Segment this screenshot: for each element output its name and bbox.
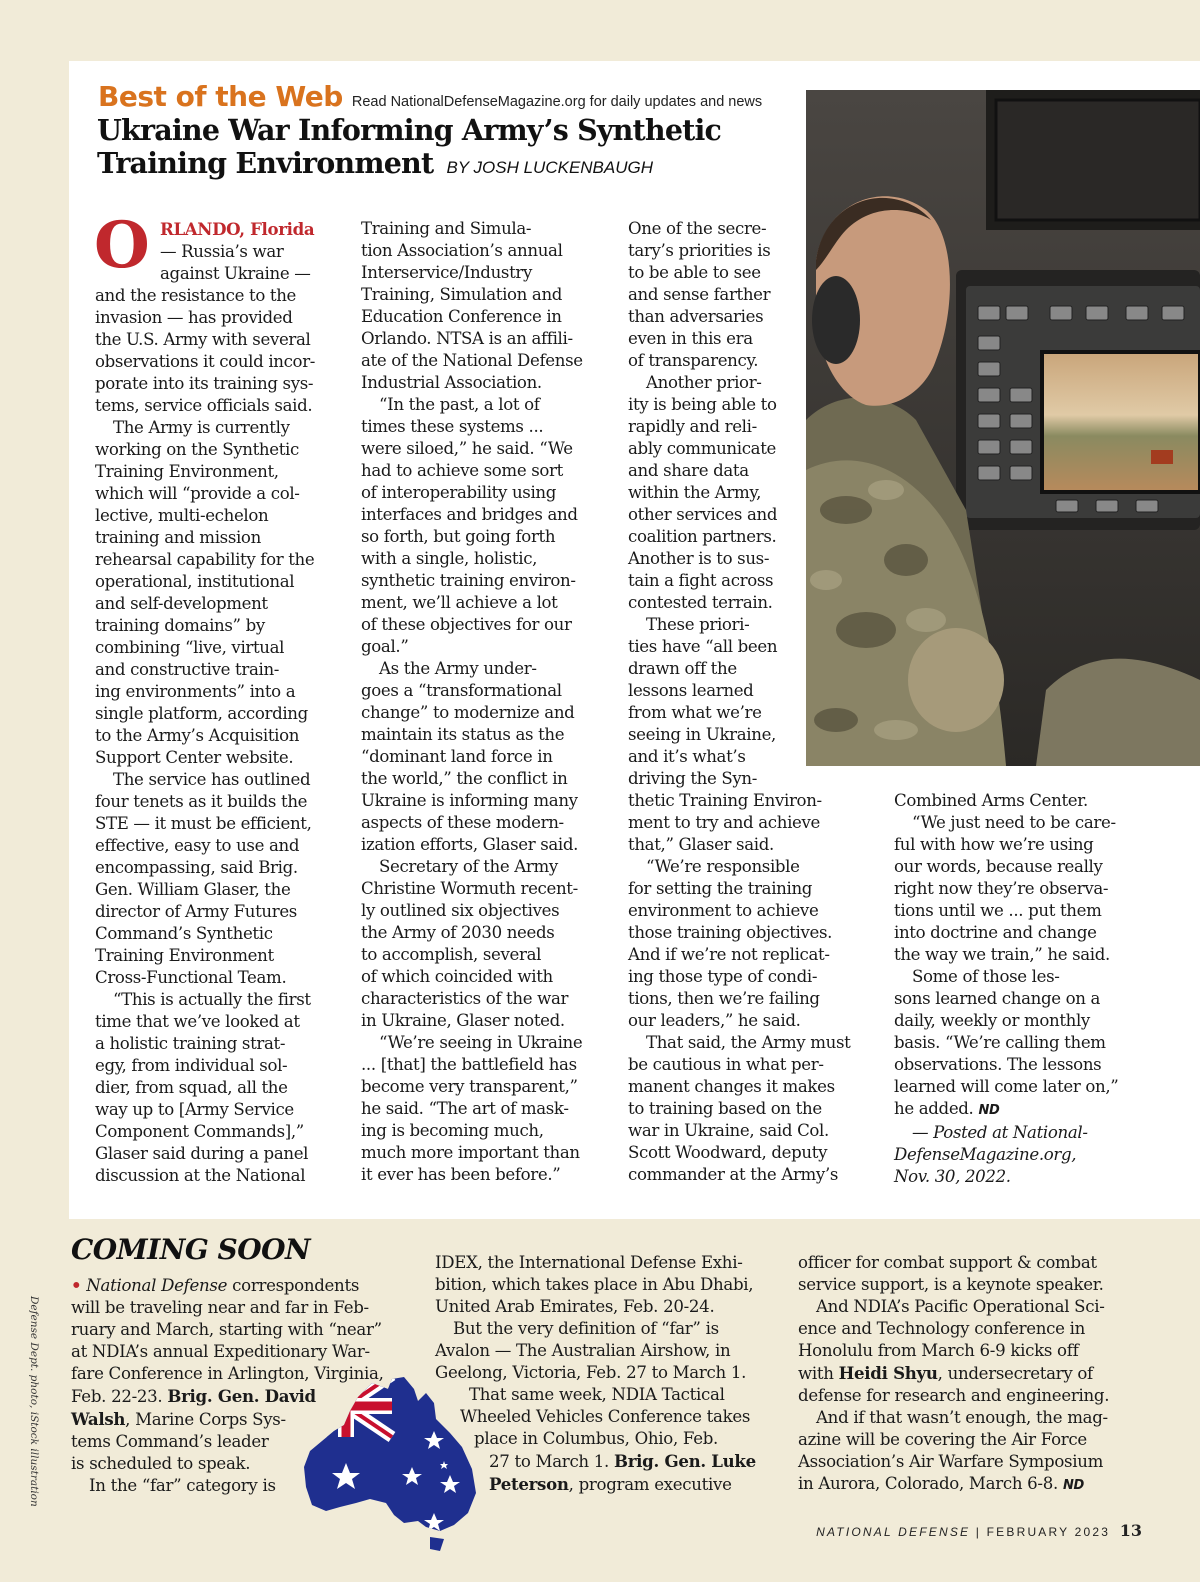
text-line: tems Command’s leader <box>71 1432 269 1451</box>
dateline: RLANDO, Florida <box>160 219 315 239</box>
text-line: commander at the Army’s <box>628 1165 839 1184</box>
text-line: the U.S. Army with several <box>95 330 311 349</box>
text-line: with Heidi Shyu, undersecretary of <box>798 1363 1093 1383</box>
text-line: ful with how we’re using <box>894 835 1094 854</box>
text-line: working on the Synthetic <box>95 440 299 459</box>
text-line: and constructive train- <box>95 660 280 679</box>
text-line: so forth, but going forth <box>361 527 556 546</box>
text-line: 27 to March 1. Brig. Gen. Luke <box>489 1451 756 1471</box>
text-line: four tenets as it builds the <box>95 792 308 811</box>
text-line: the world,” the conflict in <box>361 769 568 788</box>
text-line: to accomplish, several <box>361 945 542 964</box>
text-line: coalition partners. <box>628 527 777 546</box>
text-line: within the Army, <box>628 483 762 502</box>
text-line: Some of those les- <box>912 967 1060 986</box>
text-line: United Arab Emirates, Feb. 20-24. <box>435 1297 715 1316</box>
text-line: Support Center website. <box>95 748 294 767</box>
text-line: tion Association’s annual <box>361 241 563 260</box>
text-line: environment to achieve <box>628 901 819 920</box>
text-line: STE — it must be efficient, <box>95 814 312 833</box>
text-line: manent changes it makes <box>628 1077 835 1096</box>
text-line: encompassing, said Brig. <box>95 858 298 877</box>
text-line: times these systems ... <box>361 417 544 436</box>
text-line: Walsh, Marine Corps Sys- <box>71 1409 286 1429</box>
text-line: observations. The lessons <box>894 1055 1102 1074</box>
section-kicker <box>98 80 762 113</box>
text-line: place in Columbus, Ohio, Feb. <box>474 1429 719 1448</box>
text-line: in Ukraine, Glaser noted. <box>361 1011 565 1030</box>
text-line: ing those type of condi- <box>628 967 818 986</box>
page-number: 13 <box>1119 1521 1142 1540</box>
end-mark: ND <box>978 1103 1000 1118</box>
text-line: to the Army’s Acquisition <box>95 726 300 745</box>
text-line: Cross-Functional Team. <box>95 968 287 987</box>
page-footer: NATIONAL DEFENSE | FEBRUARY 2023 13 <box>816 1521 1142 1540</box>
text-line: training domains” by <box>95 616 265 635</box>
byline: BY JOSH LUCKENBAUGH <box>446 158 654 177</box>
text-line: maintain its status as the <box>361 725 565 744</box>
text-line: characteristics of the war <box>361 989 569 1008</box>
text-line: our leaders,” he said. <box>628 1011 801 1030</box>
text-line: combining “live, virtual <box>95 638 285 657</box>
text-line: lessons learned <box>628 681 754 700</box>
section-tagline: Read NationalDefenseMagazine.org for daily updates and news <box>351 94 763 110</box>
text-line: rehearsal capability for the <box>95 550 315 569</box>
text-line: time that we’ve looked at <box>95 1012 300 1031</box>
issue-date: FEBRUARY 2023 <box>986 1525 1111 1539</box>
text-line: of which coincided with <box>361 967 553 986</box>
text-line: than adversaries <box>628 307 764 326</box>
text-line: into doctrine and change <box>894 923 1097 942</box>
text-line: lective, multi-echelon <box>95 506 269 525</box>
text-line: way up to [Army Service <box>95 1100 294 1119</box>
text-line: will be traveling near and far in Feb- <box>71 1298 369 1317</box>
text-line: “We’re seeing in Ukraine <box>379 1033 583 1052</box>
text-line: right now they’re observa- <box>894 879 1109 898</box>
text-line: Component Commands],” <box>95 1122 304 1141</box>
text-line: operational, institutional <box>95 572 295 591</box>
text-line: Command’s Synthetic <box>95 924 273 943</box>
text-line: rapidly and reli- <box>628 417 757 436</box>
text-line: in Aurora, Colorado, March 6-8. ND <box>798 1474 1085 1493</box>
text-line: These priori- <box>646 615 750 634</box>
text-line: Another prior- <box>646 373 762 392</box>
text-line: Gen. William Glaser, the <box>95 880 291 899</box>
text-line: defense for research and engineering. <box>798 1386 1110 1405</box>
text-line: Peterson, program executive <box>489 1474 732 1494</box>
text-line: Scott Woodward, deputy <box>628 1143 828 1162</box>
text-line: at NDIA’s annual Expeditionary War- <box>71 1342 370 1361</box>
text-line: sons learned change on a <box>894 989 1101 1008</box>
text-line: azine will be covering the Air Force <box>798 1430 1087 1449</box>
text-line: service support, is a keynote speaker. <box>798 1275 1104 1294</box>
text-line: ly outlined six objectives <box>361 901 560 920</box>
text-line: Glaser said during a panel <box>95 1144 309 1163</box>
text-line: And NDIA’s Pacific Operational Sci- <box>816 1297 1105 1316</box>
text-line: “dominant land force in <box>361 747 553 766</box>
text-line: driving the Syn- <box>628 769 758 788</box>
text-line: ence and Technology conference in <box>798 1319 1086 1338</box>
text-line: the way we train,” he said. <box>894 945 1110 964</box>
text-line: our words, because really <box>894 857 1103 876</box>
text-line: against Ukraine — <box>160 264 311 283</box>
text-line: Interservice/Industry <box>361 263 533 282</box>
publication-name: National Defense <box>86 1276 228 1295</box>
text-line: he said. “The art of mask- <box>361 1099 569 1118</box>
text-line: to training based on the <box>628 1099 822 1118</box>
text-line: Avalon — The Australian Airshow, in <box>435 1341 731 1360</box>
text-line: of these objectives for our <box>361 615 572 634</box>
speaker-name: Heidi Shyu <box>838 1363 938 1383</box>
text-line: The Army is currently <box>113 418 290 437</box>
text-line: Honolulu from March 6-9 kicks off <box>798 1341 1079 1360</box>
text-line: Another is to sus- <box>628 549 770 568</box>
text-line: Association’s Air Warfare Symposium <box>798 1452 1104 1471</box>
text-line: training and mission <box>95 528 261 547</box>
headline <box>97 114 797 184</box>
text-line: egy, from individual sol- <box>95 1056 288 1075</box>
text-line: to be able to see <box>628 263 761 282</box>
photo-credit: Defense Dept. photo, iStock illustration <box>28 1296 40 1507</box>
text-line: Secretary of the Army <box>379 857 558 876</box>
text-line: ment, we’ll achieve a lot <box>361 593 558 612</box>
australia-flag-map-icon <box>300 1375 480 1553</box>
article-column-4 <box>894 790 1118 1188</box>
text-line: goes a “transformational <box>361 681 562 700</box>
text-line: and self-development <box>95 594 268 613</box>
text-line: fare Conference in Arlington, Virginia, <box>71 1364 384 1383</box>
text-line: drawn off the <box>628 659 737 678</box>
coming-soon-title: COMING SOON <box>71 1233 311 1266</box>
text-line: dier, from squad, all the <box>95 1078 288 1097</box>
text-line: war in Ukraine, said Col. <box>628 1121 829 1140</box>
text-line: goal.” <box>361 637 409 656</box>
text-line: And if that wasn’t enough, the mag- <box>816 1408 1108 1427</box>
text-line: and share data <box>628 461 749 480</box>
text-line: tems, service officials said. <box>95 396 313 415</box>
text-line: “In the past, a lot of <box>379 395 540 414</box>
headline-line-1: Ukraine War Informing Army’s Synthetic <box>97 113 722 147</box>
article-column-1 <box>95 218 315 1187</box>
text-line: change” to modernize and <box>361 703 575 722</box>
text-line: ties have “all been <box>628 637 778 656</box>
text-line: IDEX, the International Defense Exhi- <box>435 1253 743 1272</box>
text-line: which will “provide a col- <box>95 484 300 503</box>
headline-line-2: Training Environment <box>97 146 434 180</box>
article-column-2 <box>361 218 583 1186</box>
text-line: “This is actually the first <box>113 990 311 1009</box>
text-line: of transparency. <box>628 351 759 370</box>
text-line: tary’s priorities is <box>628 241 771 260</box>
posted-note: Nov. 30, 2022. <box>894 1167 1011 1186</box>
text-line: tions until we ... put them <box>894 901 1102 920</box>
text-line: of interoperability using <box>361 483 557 502</box>
text-line: Training and Simula- <box>361 219 532 238</box>
text-line: even in this era <box>628 329 753 348</box>
speaker-name: Walsh <box>71 1409 126 1429</box>
posted-note: DefenseMagazine.org, <box>894 1145 1077 1164</box>
text-line: That same week, NDIA Tactical <box>469 1385 725 1404</box>
text-line: invasion — has provided <box>95 308 293 327</box>
text-line: from what we’re <box>628 703 762 722</box>
text-line: and the resistance to the <box>95 286 297 305</box>
text-line: ment to try and achieve <box>628 813 820 832</box>
text-line: director of Army Futures <box>95 902 297 921</box>
text-line: — Russia’s war <box>160 242 284 261</box>
text-line: bition, which takes place in Abu Dhabi, <box>435 1275 754 1294</box>
text-line: discussion at the National <box>95 1166 306 1185</box>
text-line: porate into its training sys- <box>95 374 314 393</box>
text-line: synthetic training environ- <box>361 571 576 590</box>
text-line: he added. ND <box>894 1099 1000 1118</box>
coming-soon-column-3 <box>798 1252 1109 1497</box>
section-label: Best of the Web <box>98 80 343 113</box>
text-line: ing is becoming much, <box>361 1121 544 1140</box>
text-line: tain a fight across <box>628 571 774 590</box>
text-line: other services and <box>628 505 778 524</box>
posted-note: — Posted at National- <box>912 1123 1088 1142</box>
text-line: the Army of 2030 needs <box>361 923 555 942</box>
soldier-simulator-illustration <box>806 90 1200 766</box>
text-line: were siloed,” he said. “We <box>361 439 573 458</box>
text-line: contested terrain. <box>628 593 773 612</box>
text-line: • National Defense correspondents <box>71 1275 360 1295</box>
drop-cap: O <box>94 208 150 283</box>
text-line: interfaces and bridges and <box>361 505 578 524</box>
text-line: Christine Wormuth recent- <box>361 879 578 898</box>
text-line: a holistic training strat- <box>95 1034 286 1053</box>
speaker-name: Peterson <box>489 1474 569 1494</box>
text-line: As the Army under- <box>379 659 537 678</box>
text-line: Training, Simulation and <box>361 285 563 304</box>
text-line: aspects of these modern- <box>361 813 564 832</box>
text-line: Education Conference in <box>361 307 562 326</box>
text-line: for setting the training <box>628 879 813 898</box>
text-line: Ukraine is informing many <box>361 791 578 810</box>
text-line: Training Environment, <box>95 462 279 481</box>
text-line: officer for combat support & combat <box>798 1253 1097 1272</box>
text-line: those training objectives. <box>628 923 833 942</box>
text-line: Feb. 22-23. Brig. Gen. David <box>71 1386 316 1406</box>
article-photo <box>806 90 1200 766</box>
text-line: Orlando. NTSA is an affili- <box>361 329 573 348</box>
text-line: One of the secre- <box>628 219 767 238</box>
text-line: But the very definition of “far” is <box>453 1319 719 1338</box>
text-line: effective, easy to use and <box>95 836 300 855</box>
text-line: ity is being able to <box>628 395 777 414</box>
bullet: • <box>71 1275 82 1295</box>
text-line: be cautious in what per- <box>628 1055 824 1074</box>
text-line: daily, weekly or monthly <box>894 1011 1090 1030</box>
text-line: tions, then we’re failing <box>628 989 820 1008</box>
text-line: observations it could incor- <box>95 352 316 371</box>
text-line: with a single, holistic, <box>361 549 538 568</box>
text-line: ruary and March, starting with “near” <box>71 1320 382 1339</box>
text-line: “We just need to be care- <box>912 813 1116 832</box>
text-line: and sense farther <box>628 285 771 304</box>
text-line: ably communicate <box>628 439 776 458</box>
text-line: ing environments” into a <box>95 682 296 701</box>
text-line: Combined Arms Center. <box>894 791 1088 810</box>
text-line: had to achieve some sort <box>361 461 563 480</box>
text-line: become very transparent,” <box>361 1077 578 1096</box>
text-line: is scheduled to speak. <box>71 1454 251 1473</box>
text-line: learned will come later on,” <box>894 1077 1119 1096</box>
text-line: That said, the Army must <box>646 1033 851 1052</box>
text-line: that,” Glaser said. <box>628 835 774 854</box>
text-line: thetic Training Environ- <box>628 791 822 810</box>
text-line: Industrial Association. <box>361 373 542 392</box>
text-line: seeing in Ukraine, <box>628 725 776 744</box>
text-line: ate of the National Defense <box>361 351 583 370</box>
text-line: much more important than <box>361 1143 580 1162</box>
magazine-name: NATIONAL DEFENSE <box>816 1525 971 1539</box>
speaker-name: Brig. Gen. Luke <box>614 1451 756 1471</box>
text-line: The service has outlined <box>113 770 311 789</box>
text-line: single platform, according <box>95 704 308 723</box>
end-mark: ND <box>1062 1478 1085 1493</box>
text-line: “We’re responsible <box>646 857 800 876</box>
speaker-name: Brig. Gen. David <box>167 1386 316 1406</box>
coming-soon-column-2 <box>435 1252 756 1496</box>
text-line: And if we’re not replicat- <box>628 945 830 964</box>
text-line: ization efforts, Glaser said. <box>361 835 579 854</box>
text-line: ... [that] the battlefield has <box>361 1055 577 1074</box>
text-line: and it’s what’s <box>628 747 746 766</box>
text-line: Geelong, Victoria, Feb. 27 to March 1. <box>435 1363 747 1382</box>
text-line: Training Environment <box>95 946 274 965</box>
text-line: basis. “We’re calling them <box>894 1033 1106 1052</box>
text-line: it ever has been before.” <box>361 1165 561 1184</box>
text-line: Wheeled Vehicles Conference takes <box>460 1407 751 1426</box>
text-line: In the “far” category is <box>89 1476 276 1495</box>
